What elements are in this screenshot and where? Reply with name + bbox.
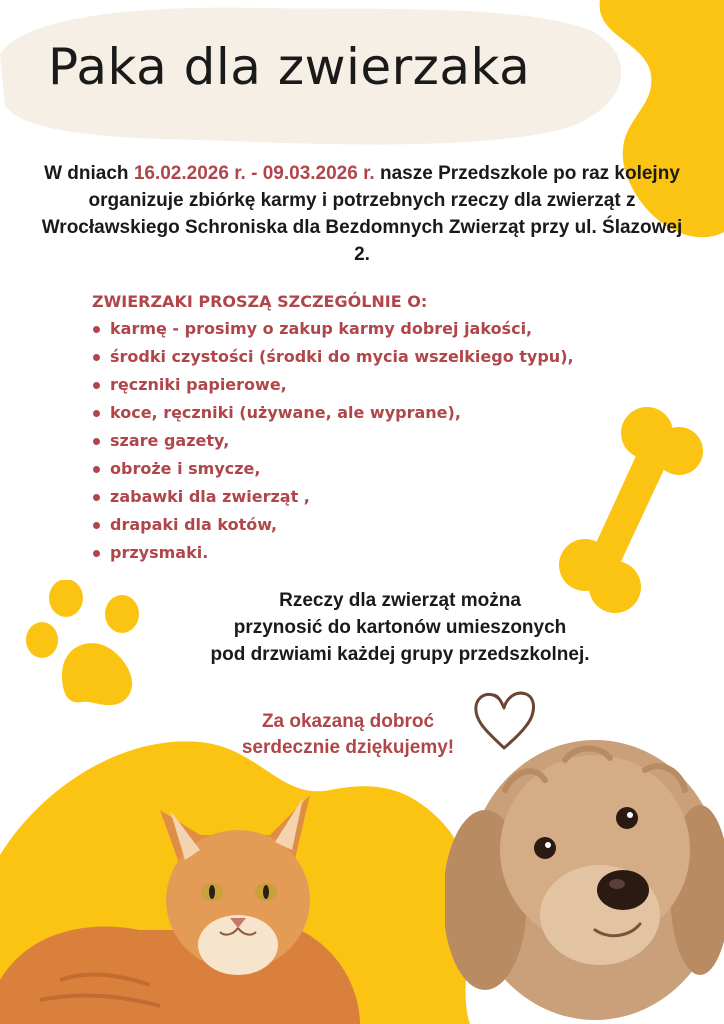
list-heading: ZWIERZAKI PROSZĄ SZCZEGÓLNIE O: — [92, 292, 428, 311]
list-item: koce, ręczniki (używane, ale wyprane), — [110, 399, 652, 427]
paw-icon — [22, 580, 150, 710]
page-title: Paka dla zwierzaka — [48, 38, 531, 96]
info-paragraph — [150, 587, 650, 668]
intro-suffix: nasze Przedszkole po raz kolejny organizuje zbiórkę karmy i potrzebnych rzeczy dla zwierząt z Wrocławskiego Schroniska dla Bezdomnych Zwierząt przy ul. Ślazowej 2. — [41, 163, 683, 265]
thanks-line-1: Za okazaną dobroć — [261, 711, 435, 732]
thanks-line-2: serdecznie dziękujemy! — [241, 737, 455, 758]
list-item: szare gazety, — [110, 427, 652, 455]
list-item: obroże i smycze, — [110, 455, 652, 483]
list-item: drapaki dla kotów, — [110, 511, 652, 539]
list-item: zabawki dla zwierząt , — [110, 483, 652, 511]
date-range: 16.02.2026 r. - 09.03.2026 r. — [133, 163, 375, 184]
dog-illustration — [445, 730, 724, 1024]
list-item: ręczniki papierowe, — [110, 371, 652, 399]
intro-paragraph — [40, 160, 684, 268]
info-line-1: Rzeczy dla zwierząt można — [279, 590, 521, 611]
info-line-2: przynosić do kartonów umieszonych — [233, 617, 567, 638]
cat-illustration — [0, 780, 360, 1024]
intro-prefix: W dniach — [44, 163, 134, 184]
list-item: środki czystości (środki do mycia wszelkiego typu), — [110, 343, 652, 371]
list-item: karmę - prosimy o zakup karmy dobrej jakości, — [110, 315, 652, 343]
list-item: przysmaki. — [110, 539, 652, 567]
info-line-3: pod drzwiami każdej grupy przedszkolnej. — [210, 644, 590, 665]
